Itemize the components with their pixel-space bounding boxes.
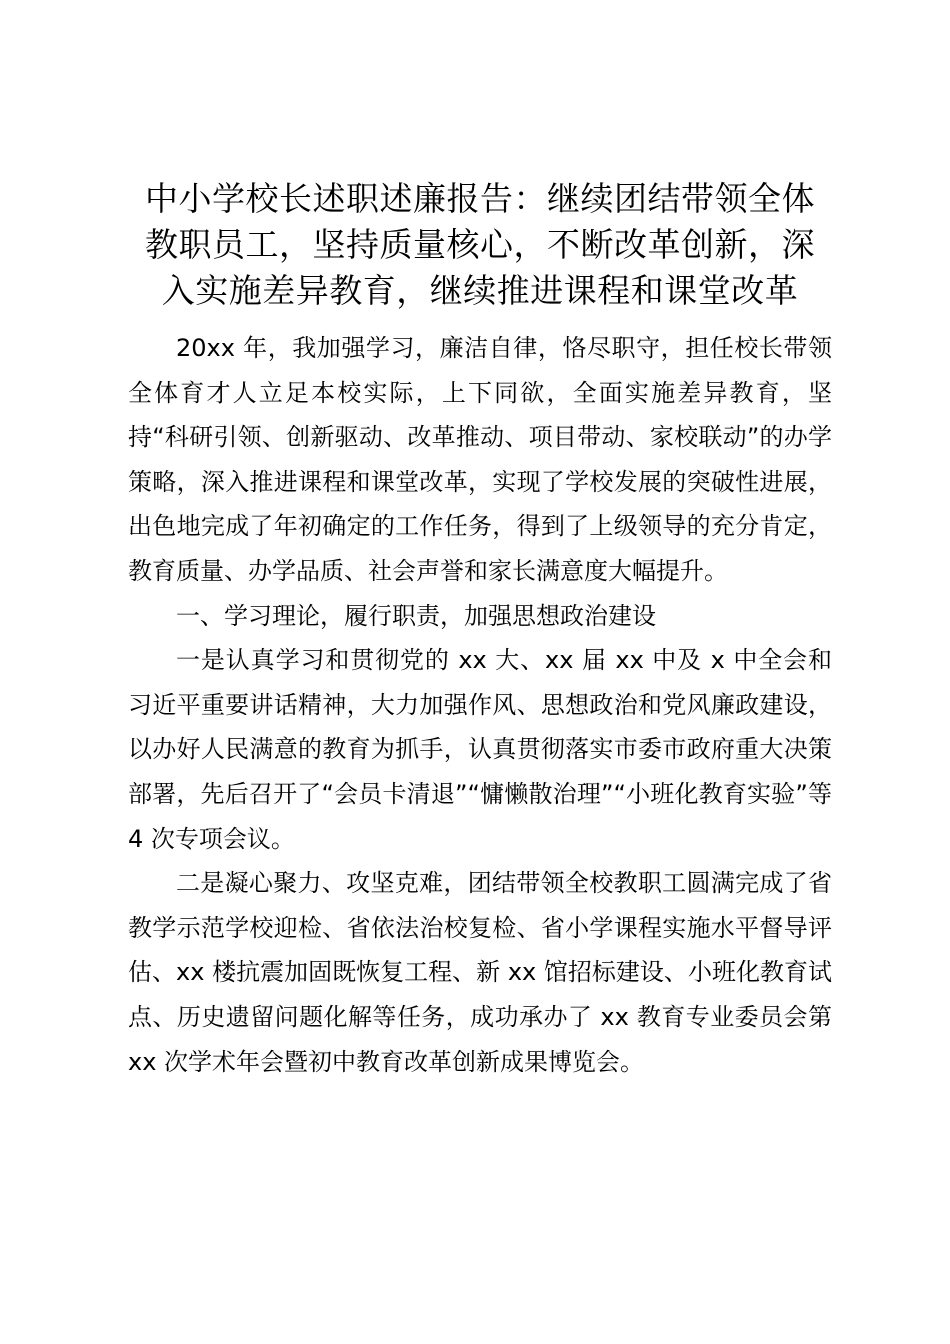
body-paragraph: 二是凝心聚力、攻坚克难，团结带领全校教职工圆满完成了省教学示范学校迎检、省依法治校复检、省小学课程实施水平督导评估、xx 楼抗震加固既恢复工程、新 xx 馆招标建设、小班化教育试点、历史遗留问题化解等任务，成功承办了 xx 教育专业委员会第 xx 次学术年会暨初中教育改革创新成果博览会。: [128, 869, 832, 1076]
body-paragraph: 一是认真学习和贯彻党的 xx 大、xx 届 xx 中及 x 中全会和习近平重要讲话精神，大力加强作风、思想政治和党风廉政建设，以办好人民满意的教育为抓手，认真贯彻落实市委市政府重大决策部署，先后召开了“会员卡清退”“慵懒散治理”“小班化教育实验”等 4 次专项会议。: [128, 646, 832, 853]
title-line: 教职员工，坚持质量核心，不断改革创新，深: [145, 225, 815, 264]
document-body: [128, 326, 832, 1084]
section-heading: 一、学习理论，履行职责，加强思想政治建设: [176, 601, 656, 630]
document-page: [128, 176, 832, 1084]
title-line: 中小学校长述职述廉报告：继续团结带领全体: [145, 179, 815, 218]
intro-paragraph: 20xx 年，我加强学习，廉洁自律，恪尽职守，担任校长带领全体育才人立足本校实际，上下同欲，全面实施差异教育，坚持“科研引领、创新驱动、改革推动、项目带动、家校联动”的办学策略，深入推进课程和课堂改革，实现了学校发展的突破性进展，出色地完成了年初确定的工作任务，得到了上级领导的充分肯定，教育质量、办学品质、社会声誉和家长满意度大幅提升。: [128, 334, 832, 585]
title-line: 入实施差异教育，继续推进课程和课堂改革: [161, 271, 799, 310]
document-title: [128, 176, 832, 314]
